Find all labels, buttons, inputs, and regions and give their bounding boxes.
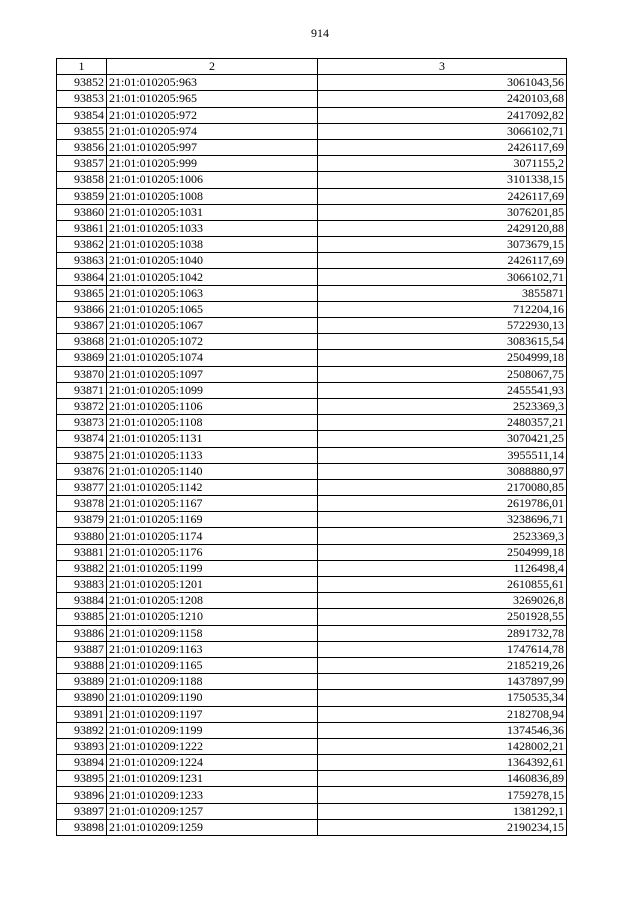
row-number-cell: 93895 [57,771,107,787]
cadastral-number-cell: 21:01:010205:1074 [107,350,318,366]
row-number-cell: 93892 [57,722,107,738]
cadastral-number-cell: 21:01:010209:1259 [107,819,318,835]
value-cell: 3855871 [318,285,567,301]
row-number-cell: 93870 [57,366,107,382]
table-row [57,771,567,787]
value-cell: 1460836,89 [318,771,567,787]
cadastral-number-cell: 21:01:010205:963 [107,75,318,91]
value-cell: 1364392,61 [318,755,567,771]
cadastral-number-cell: 21:01:010209:1165 [107,657,318,673]
cadastral-number-cell: 21:01:010209:1257 [107,803,318,819]
cadastral-number-cell: 21:01:010205:1065 [107,301,318,317]
table-row [57,318,567,334]
table-row [57,204,567,220]
value-cell: 3061043,56 [318,75,567,91]
table-row [57,755,567,771]
table-row [57,544,567,560]
value-cell: 1759278,15 [318,787,567,803]
table-row [57,577,567,593]
row-number-cell: 93862 [57,237,107,253]
value-cell: 2891732,78 [318,625,567,641]
table-row [57,609,567,625]
table-row [57,123,567,139]
cadastral-number-cell: 21:01:010205:1072 [107,334,318,350]
table-row [57,722,567,738]
table-row [57,237,567,253]
table-row [57,350,567,366]
value-cell: 1437897,99 [318,674,567,690]
row-number-cell: 93864 [57,269,107,285]
value-cell: 2426117,69 [318,139,567,155]
table-row [57,463,567,479]
row-number-cell: 93852 [57,75,107,91]
row-number-cell: 93889 [57,674,107,690]
value-cell: 2426117,69 [318,188,567,204]
cadastral-number-cell: 21:01:010205:1201 [107,577,318,593]
value-cell: 3955511,14 [318,447,567,463]
value-cell: 2417092,82 [318,107,567,123]
row-number-cell: 93896 [57,787,107,803]
cadastral-number-cell: 21:01:010205:1106 [107,398,318,414]
table-row [57,188,567,204]
row-number-cell: 93863 [57,253,107,269]
cadastral-number-cell: 21:01:010205:1167 [107,496,318,512]
table-body [57,75,567,836]
value-cell: 2426117,69 [318,253,567,269]
cadastral-number-cell: 21:01:010205:1210 [107,609,318,625]
cadastral-number-cell: 21:01:010209:1158 [107,625,318,641]
table-row [57,512,567,528]
row-number-cell: 93858 [57,172,107,188]
cadastral-number-cell: 21:01:010205:1042 [107,269,318,285]
value-cell: 2182708,94 [318,706,567,722]
value-cell: 5722930,13 [318,318,567,334]
row-number-cell: 93867 [57,318,107,334]
value-cell: 2508067,75 [318,366,567,382]
table-row [57,91,567,107]
cadastral-number-cell: 21:01:010209:1224 [107,755,318,771]
table-row [57,398,567,414]
table-row [57,382,567,398]
value-cell: 2501928,55 [318,609,567,625]
cadastral-number-cell: 21:01:010205:972 [107,107,318,123]
value-cell: 3071155,2 [318,156,567,172]
row-number-cell: 93891 [57,706,107,722]
row-number-cell: 93873 [57,415,107,431]
row-number-cell: 93856 [57,139,107,155]
table-row [57,593,567,609]
value-cell: 1747614,78 [318,641,567,657]
row-number-cell: 93888 [57,657,107,673]
table-row [57,172,567,188]
table-row [57,156,567,172]
table-row [57,366,567,382]
value-cell: 1750535,34 [318,690,567,706]
column-header-2: 2 [107,59,318,75]
table-row [57,706,567,722]
cadastral-number-cell: 21:01:010209:1163 [107,641,318,657]
cadastral-number-cell: 21:01:010205:1033 [107,220,318,236]
cadastral-number-cell: 21:01:010205:1108 [107,415,318,431]
row-number-cell: 93853 [57,91,107,107]
cadastral-number-cell: 21:01:010205:1099 [107,382,318,398]
cadastral-number-cell: 21:01:010205:1142 [107,479,318,495]
table-row [57,107,567,123]
row-number-cell: 93897 [57,803,107,819]
data-table [56,58,567,836]
table-row [57,674,567,690]
row-number-cell: 93884 [57,593,107,609]
cadastral-number-cell: 21:01:010205:999 [107,156,318,172]
value-cell: 2185219,26 [318,657,567,673]
table-row [57,253,567,269]
cadastral-number-cell: 21:01:010205:1067 [107,318,318,334]
row-number-cell: 93885 [57,609,107,625]
cadastral-number-cell: 21:01:010205:1140 [107,463,318,479]
row-number-cell: 93872 [57,398,107,414]
cadastral-number-cell: 21:01:010205:1176 [107,544,318,560]
table-header-row [57,59,567,75]
row-number-cell: 93866 [57,301,107,317]
table-row [57,479,567,495]
value-cell: 712204,16 [318,301,567,317]
value-cell: 2455541,93 [318,382,567,398]
table-row [57,301,567,317]
cadastral-number-cell: 21:01:010205:1199 [107,560,318,576]
table-row [57,690,567,706]
cadastral-number-cell: 21:01:010209:1197 [107,706,318,722]
table-row [57,139,567,155]
table-row [57,803,567,819]
row-number-cell: 93877 [57,479,107,495]
row-number-cell: 93887 [57,641,107,657]
row-number-cell: 93875 [57,447,107,463]
row-number-cell: 93854 [57,107,107,123]
table-row [57,657,567,673]
row-number-cell: 93859 [57,188,107,204]
cadastral-number-cell: 21:01:010205:1208 [107,593,318,609]
cadastral-number-cell: 21:01:010205:965 [107,91,318,107]
row-number-cell: 93893 [57,738,107,754]
cadastral-number-cell: 21:01:010209:1188 [107,674,318,690]
value-cell: 3073679,15 [318,237,567,253]
table-row [57,269,567,285]
value-cell: 3088880,97 [318,463,567,479]
cadastral-number-cell: 21:01:010209:1190 [107,690,318,706]
table-row [57,220,567,236]
table-row [57,415,567,431]
value-cell: 2480357,21 [318,415,567,431]
table-row [57,334,567,350]
cadastral-number-cell: 21:01:010205:1169 [107,512,318,528]
cadastral-number-cell: 21:01:010209:1233 [107,787,318,803]
row-number-cell: 93886 [57,625,107,641]
row-number-cell: 93871 [57,382,107,398]
value-cell: 1428002,21 [318,738,567,754]
cadastral-number-cell: 21:01:010209:1222 [107,738,318,754]
cadastral-number-cell: 21:01:010209:1199 [107,722,318,738]
row-number-cell: 93883 [57,577,107,593]
value-cell: 3076201,85 [318,204,567,220]
cadastral-number-cell: 21:01:010209:1231 [107,771,318,787]
table-row [57,447,567,463]
row-number-cell: 93879 [57,512,107,528]
value-cell: 2420103,68 [318,91,567,107]
cadastral-number-cell: 21:01:010205:997 [107,139,318,155]
table-row [57,75,567,91]
value-cell: 3269026,8 [318,593,567,609]
row-number-cell: 93874 [57,431,107,447]
cadastral-number-cell: 21:01:010205:1031 [107,204,318,220]
row-number-cell: 93890 [57,690,107,706]
value-cell: 1381292,1 [318,803,567,819]
value-cell: 3238696,71 [318,512,567,528]
value-cell: 2429120,88 [318,220,567,236]
value-cell: 1126498,4 [318,560,567,576]
cadastral-number-cell: 21:01:010205:1133 [107,447,318,463]
cadastral-number-cell: 21:01:010205:1006 [107,172,318,188]
cadastral-number-cell: 21:01:010205:1097 [107,366,318,382]
row-number-cell: 93876 [57,463,107,479]
column-header-3: 3 [318,59,567,75]
table-row [57,625,567,641]
value-cell: 2504999,18 [318,544,567,560]
value-cell: 2523369,3 [318,528,567,544]
row-number-cell: 93855 [57,123,107,139]
value-cell: 2190234,15 [318,819,567,835]
table-row [57,528,567,544]
cadastral-number-cell: 21:01:010205:1063 [107,285,318,301]
row-number-cell: 93860 [57,204,107,220]
cadastral-number-cell: 21:01:010205:1131 [107,431,318,447]
table-row [57,496,567,512]
table-row [57,431,567,447]
table-row [57,738,567,754]
row-number-cell: 93880 [57,528,107,544]
table-row [57,787,567,803]
row-number-cell: 93861 [57,220,107,236]
value-cell: 2504999,18 [318,350,567,366]
row-number-cell: 93894 [57,755,107,771]
row-number-cell: 93857 [57,156,107,172]
row-number-cell: 93869 [57,350,107,366]
value-cell: 1374546,36 [318,722,567,738]
row-number-cell: 93868 [57,334,107,350]
value-cell: 2610855,61 [318,577,567,593]
value-cell: 2170080,85 [318,479,567,495]
value-cell: 3101338,15 [318,172,567,188]
value-cell: 2619786,01 [318,496,567,512]
cadastral-number-cell: 21:01:010205:1174 [107,528,318,544]
value-cell: 2523369,3 [318,398,567,414]
cadastral-number-cell: 21:01:010205:974 [107,123,318,139]
value-cell: 3066102,71 [318,269,567,285]
cadastral-number-cell: 21:01:010205:1008 [107,188,318,204]
row-number-cell: 93878 [57,496,107,512]
cadastral-number-cell: 21:01:010205:1038 [107,237,318,253]
value-cell: 3066102,71 [318,123,567,139]
table-row [57,285,567,301]
column-header-1: 1 [57,59,107,75]
row-number-cell: 93865 [57,285,107,301]
cadastral-number-cell: 21:01:010205:1040 [107,253,318,269]
value-cell: 3083615,54 [318,334,567,350]
row-number-cell: 93881 [57,544,107,560]
value-cell: 3070421,25 [318,431,567,447]
table-row [57,819,567,835]
row-number-cell: 93882 [57,560,107,576]
table-row [57,641,567,657]
table-row [57,560,567,576]
row-number-cell: 93898 [57,819,107,835]
page-number: 914 [311,26,329,40]
